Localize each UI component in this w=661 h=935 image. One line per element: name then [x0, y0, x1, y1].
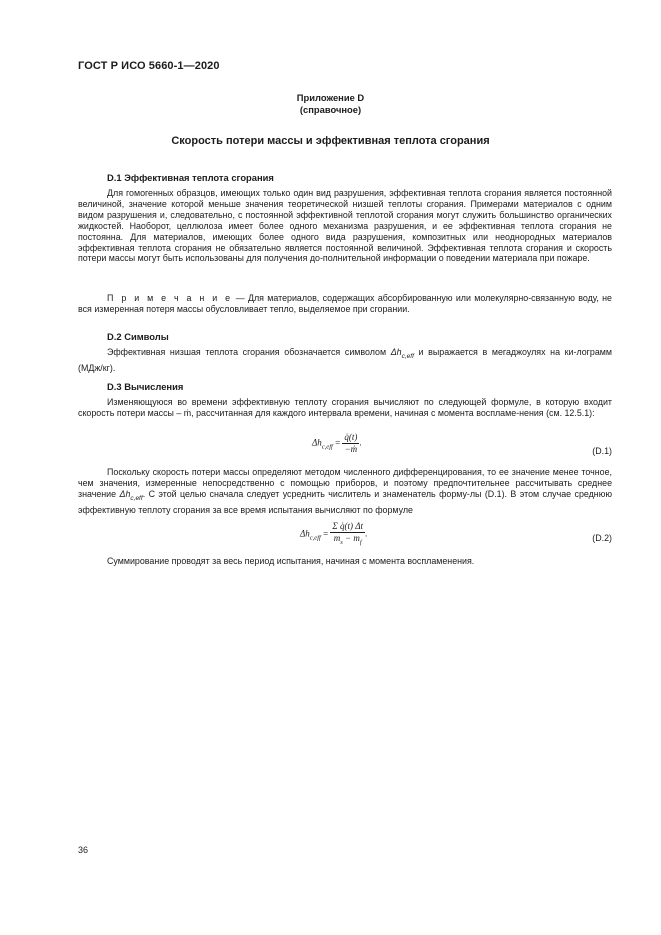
formula-d1-denominator: −ṁ	[344, 444, 358, 454]
symbol-dh-sub: c,eff	[401, 352, 414, 360]
formula-d2-lhs-sub: c,eff	[309, 534, 321, 542]
note-text: — Для материалов, содержащих абсорбированную или молекулярно-связанную воду, не вся измеренная потеря массы обусловливает тепло, выделяемое при сгорании.	[78, 293, 612, 314]
denominator-ms-sub: s	[340, 538, 343, 546]
section-d3-paragraph-2	[78, 467, 612, 515]
symbol-dh-inline: Δh	[119, 488, 131, 499]
formula-d2-fraction	[330, 521, 365, 548]
formula-d1-number: (D.1)	[592, 446, 612, 456]
note-label: П р и м е ч а н и е	[107, 293, 233, 303]
section-d1-heading: D.1 Эффективная теплота сгорания	[107, 172, 274, 183]
document-header: ГОСТ Р ИСО 5660-1—2020	[78, 60, 220, 72]
denominator-ms: m	[333, 533, 341, 543]
formula-d1-fraction	[342, 432, 359, 455]
symbol-dh: Δh	[390, 347, 402, 357]
formula-d2-lhs: Δh	[300, 528, 310, 539]
annex-type: (справочное)	[299, 104, 362, 115]
formula-d2-numerator: Σ q̇(t) Δt	[332, 521, 364, 531]
formula-d1-numerator: q̇(t)	[344, 432, 358, 442]
formula-d2: $\Delta h_{c,eff}$ = $\frac{\text{Σ q̇(t) Δt}}{m_s - m_f}$ .	[300, 521, 368, 546]
formula-d1-lhs-sub: c,eff	[321, 443, 333, 451]
section-d2-heading: D.2 Символы	[107, 331, 169, 342]
page-number: 36	[78, 845, 89, 855]
annex-label: Приложение D	[296, 92, 365, 103]
section-d1-paragraph	[78, 188, 612, 264]
formula-d2-denominator: $m_s - m_f$	[333, 533, 362, 546]
formula-d1: $\Delta h_{c,eff}$ = $\frac{q̇(t)}{\text{−ṁ}}$ .	[312, 432, 362, 454]
symbol-dh-inline-sub: c,eff	[130, 494, 143, 502]
annex-title: Скорость потери массы и эффективная теплота сгорания	[171, 135, 490, 147]
section-d2-text-before: Эффективная низшая теплота сгорания обозначается символом	[107, 347, 391, 357]
section-d2-paragraph	[78, 347, 612, 374]
section-d3-text2-before: Поскольку скорость потери массы определяют методом численного дифференцирования, то ее значение менее точное, чем значения, измеренные непосредственно с помощью приборов, и поэтому предпочтительнее рассчитывать среднее значение	[78, 467, 612, 499]
section-d1-note	[78, 293, 612, 315]
section-d3-text2-after: . С этой целью сначала следует усреднить числитель и знаменатель форму-лы (D.1). В этом случае среднюю эффективную теплоту сгорания за все время испытания вычисляют по формуле	[78, 488, 613, 515]
section-d2-text-after: и выражается в мегаджоулях на ки-лограмм (МДж/кг).	[78, 347, 612, 373]
denominator-mf-sub: f	[359, 538, 362, 546]
section-d3-heading: D.3 Вычисления	[107, 381, 184, 392]
formula-d2-number: (D.2)	[592, 533, 612, 543]
section-d3-paragraph-3	[78, 556, 612, 567]
section-d3-text3: Суммирование проводят за весь период испытания, начиная с момента воспламенения.	[107, 556, 475, 566]
section-d3-paragraph-1	[78, 397, 612, 419]
denominator-mf: m	[353, 533, 360, 543]
formula-d1-lhs: Δh	[312, 437, 322, 448]
section-d1-text: Для гомогенных образцов, имеющих только один вид разрушения, эффективная теплота сгорания является постоянной величиной, значение которой меньше значения теоретической низшей теплоты сгорания. Примерами материалов с одним видом разрушения и, следовательно, с постоянной эффективной теплотой сгорания могут служить большинство органических жидкостей. Наоборот, целлюлоза имеет более одного механизма разрушения, и ее эффективная теплота сгорания не постоянна. Для материалов, имеющих более одного вида разрушения, композитных или неоднородных материалов эффективная теплота сгорания не обязательно является постоянной величиной. Эффективная теплота сгорания и скорость потери массы могут быть использованы для получения до-полнительной информации о поведении материала при пожаре.	[78, 188, 612, 264]
section-d3-text1: Изменяющуюся во времени эффективную теплоту сгорания вычисляют по следующей формуле, в которую входит скорость потери массы – ṁ, рассчитанная для каждого интервала времени, начиная с момента воспламе-нения (см. 12.5.1):	[78, 397, 612, 418]
